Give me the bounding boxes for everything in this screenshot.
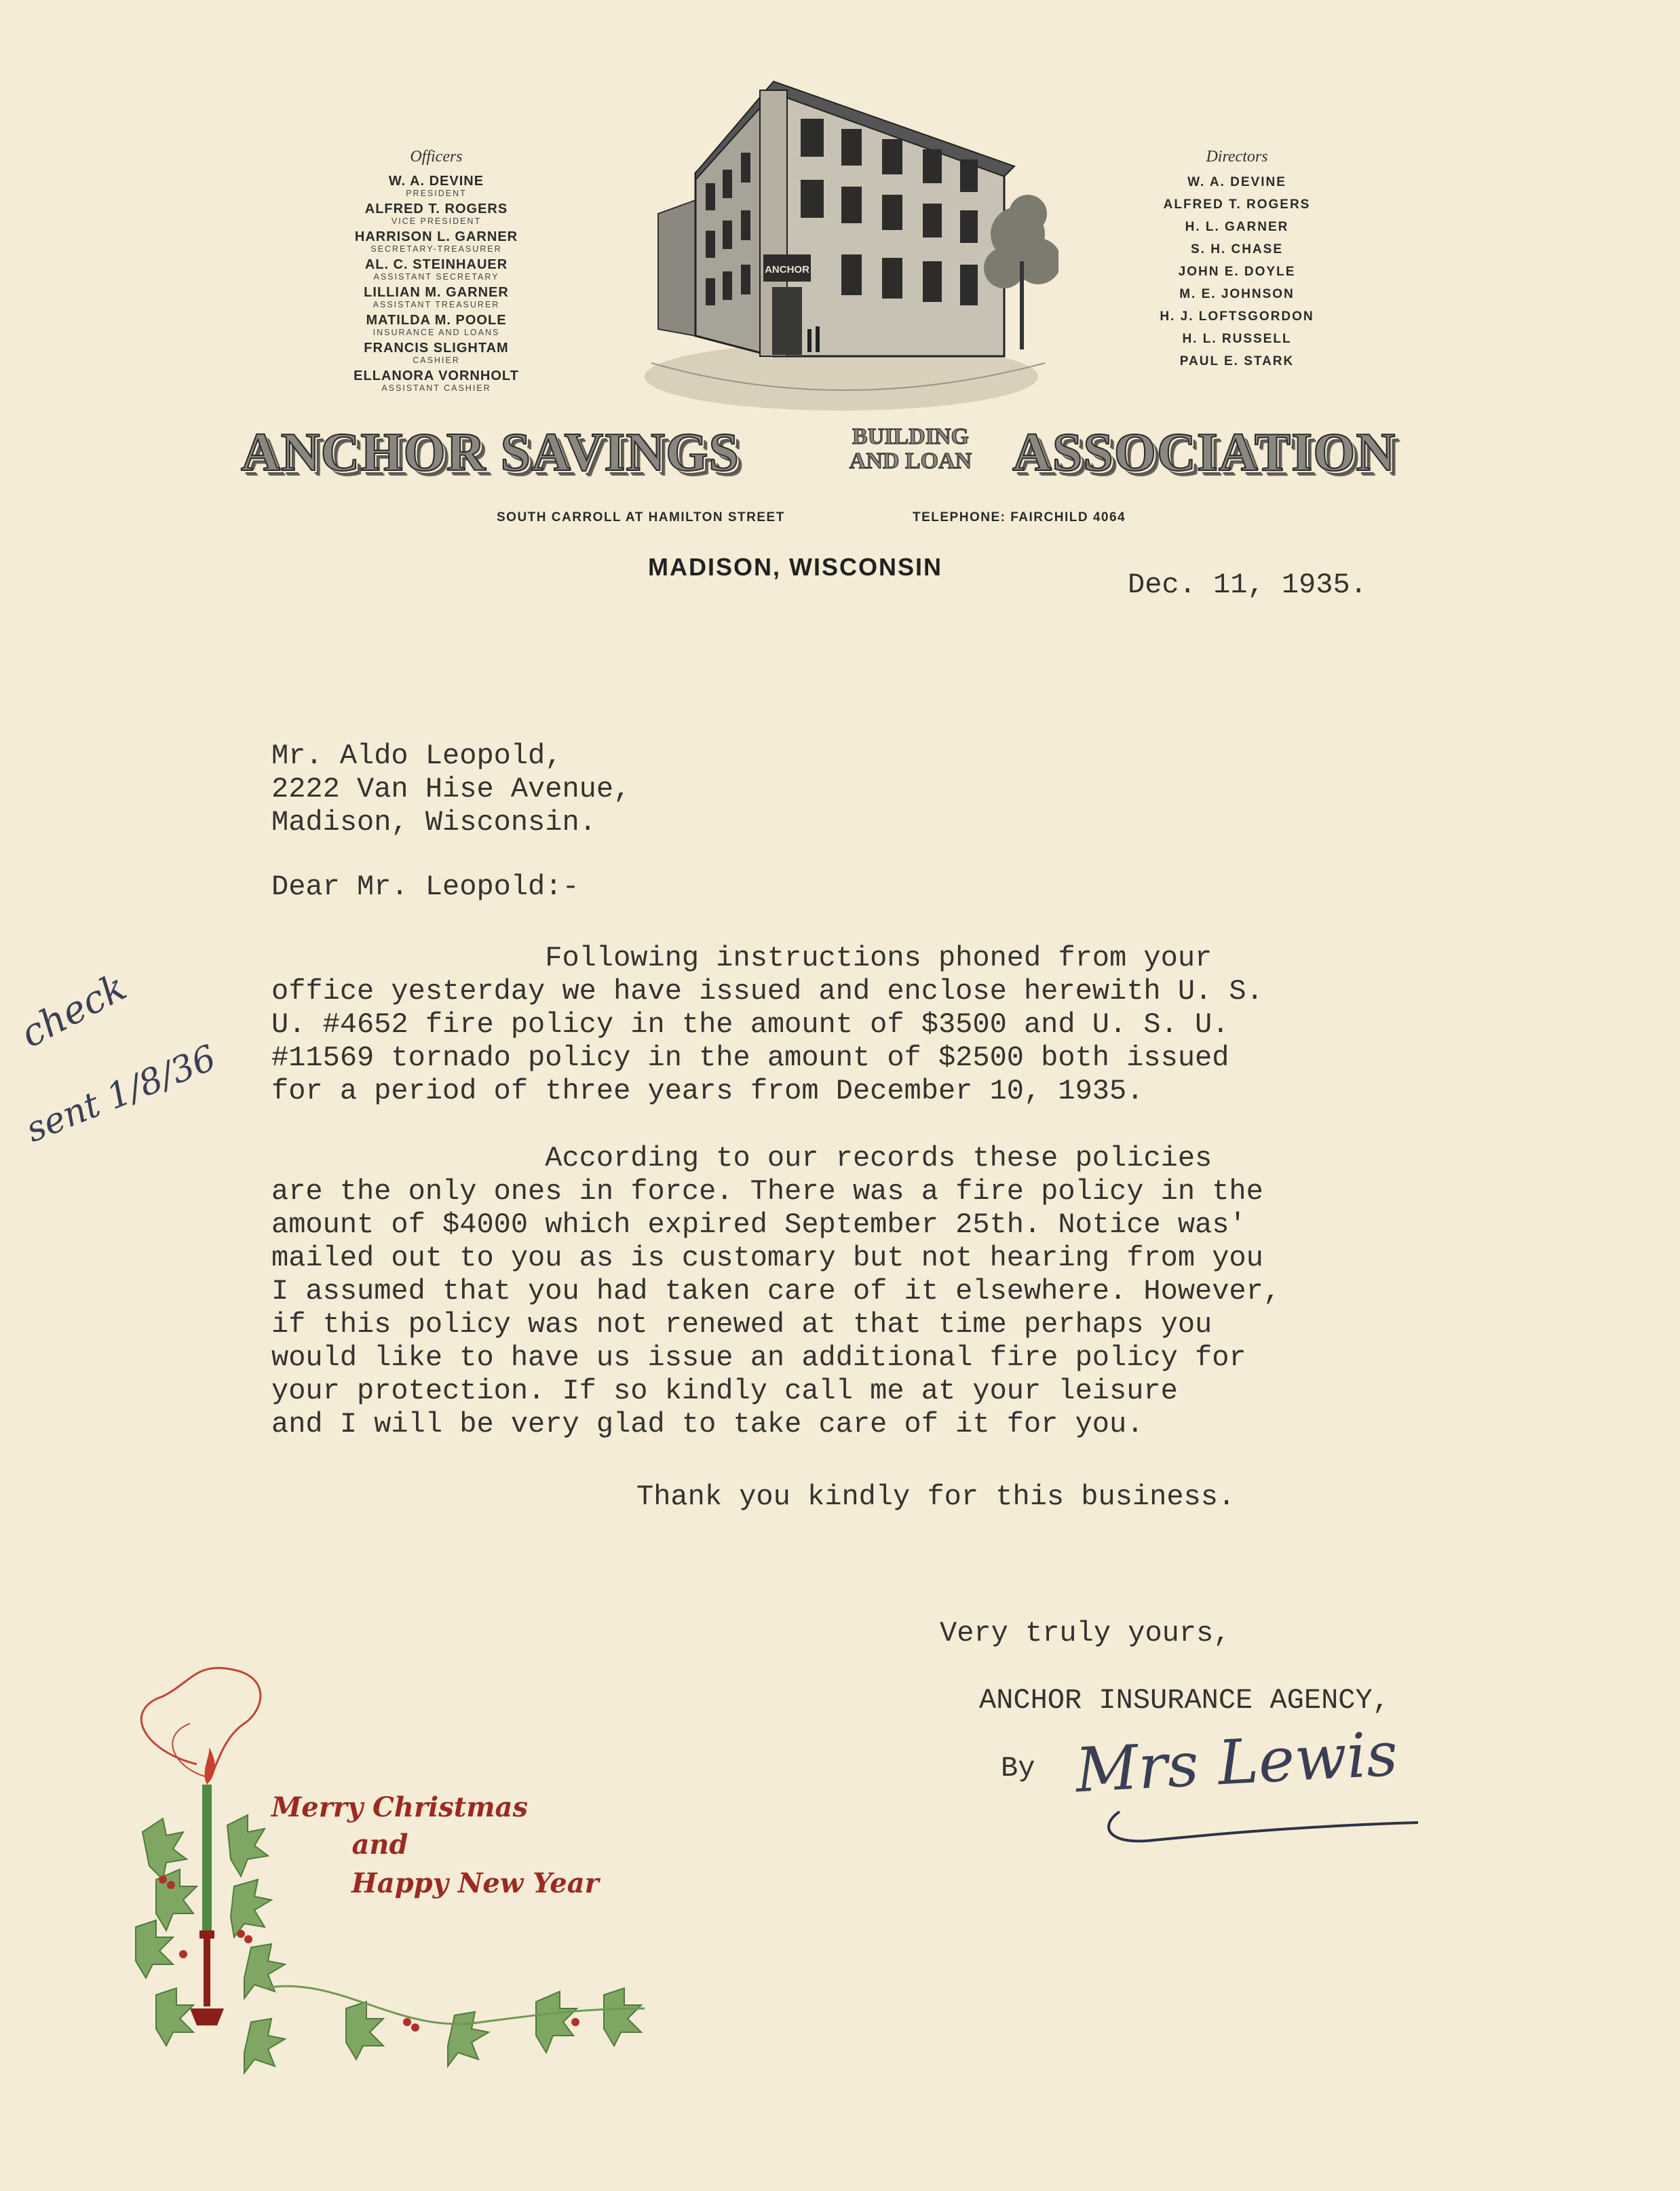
letter-date: Dec. 11, 1935. — [1128, 569, 1367, 601]
margin-note-line: check — [14, 965, 134, 1057]
text-line: #11569 tornado policy in the amount of $2500 both issued — [271, 1042, 1229, 1074]
greeting-line-1: Merry Christmas — [271, 1791, 528, 1823]
text-line: your protection. If so kindly call me at your leisure — [271, 1375, 1178, 1407]
text-line: are the only ones in force. There was a fire policy in the — [271, 1175, 1263, 1208]
street-address: SOUTH CARROLL AT HAMILTON STREET — [497, 510, 785, 525]
officer-title: INSURANCE AND LOANS — [373, 328, 500, 337]
brand-right: ASSOCIATION — [1012, 423, 1396, 482]
greeting-line-2: and — [351, 1829, 408, 1861]
director-name: H. L. GARNER — [1185, 220, 1289, 234]
text-line: mailed out to you as is customary but not hearing from you — [271, 1242, 1263, 1274]
officer-title: CASHIER — [413, 356, 460, 365]
director-name: M. E. JOHNSON — [1179, 287, 1295, 301]
agency-name: ANCHOR INSURANCE AGENCY, — [979, 1684, 1390, 1717]
building-sign: ANCHOR — [765, 264, 809, 275]
director-name: S. H. CHASE — [1190, 242, 1284, 256]
officer-title: PRESIDENT — [406, 189, 467, 198]
director-name: ALFRED T. ROGERS — [1163, 197, 1311, 212]
officer-title: ASSISTANT SECRETARY — [373, 272, 499, 282]
text-line: U. #4652 fire policy in the amount of $3500 and U. S. U. — [271, 1008, 1229, 1041]
recipient-block — [271, 740, 630, 839]
closing: Very truly yours, — [940, 1617, 1231, 1650]
director-name: JOHN E. DOYLE — [1178, 265, 1296, 279]
brand-building: BUILDING — [852, 424, 969, 449]
officer-name: ALFRED T. ROGERS — [364, 202, 508, 216]
text-line: amount of $4000 which expired September 25th. Notice was' — [271, 1208, 1246, 1241]
officer-name: ELLANORA VORNHOLT — [354, 368, 519, 383]
directors-list — [1101, 171, 1373, 373]
officer-name: FRANCIS SLIGHTAM — [364, 341, 509, 356]
recipient-line: 2222 Van Hise Avenue, — [271, 773, 631, 805]
recipient-line: Mr. Aldo Leopold, — [271, 740, 562, 772]
brand-middle — [819, 425, 1002, 474]
margin-note-line: sent 1/8/36 — [20, 1037, 222, 1151]
holiday-greeting — [271, 1791, 599, 1899]
director-name: H. J. LOFTSGORDON — [1160, 309, 1314, 324]
officer-name: AL. C. STEINHAUER — [364, 257, 508, 272]
text-line: I assumed that you had taken care of it elsewhere. However, — [271, 1275, 1281, 1308]
text-line: would like to have us issue an additional fire policy for — [271, 1341, 1246, 1374]
text-line: if this policy was not renewed at that time perhaps you — [271, 1308, 1213, 1341]
building-illustration — [638, 37, 1058, 417]
by-label: By — [1001, 1752, 1035, 1785]
text-line: Following instructions phoned from your — [271, 942, 1213, 974]
directors-heading: Directors — [1206, 148, 1268, 166]
director-name: H. L. RUSSELL — [1182, 332, 1292, 346]
signature: Mrs Lewis — [1073, 1718, 1400, 1807]
director-name: PAUL E. STARK — [1179, 354, 1295, 368]
officer-name: LILLIAN M. GARNER — [364, 285, 509, 300]
margin-note-2 — [20, 1037, 222, 1150]
officers-heading: Officers — [410, 148, 463, 166]
text-line: and I will be very glad to take care of it for you. — [271, 1408, 1144, 1441]
director-name: W. A. DEVINE — [1187, 175, 1286, 189]
signature-underline — [1099, 1798, 1438, 1852]
paragraph-2 — [271, 1142, 1280, 1441]
margin-note — [14, 965, 134, 1056]
thanks-line: Thank you kindly for this business. — [636, 1481, 1236, 1513]
officer-name: HARRISON L. GARNER — [354, 229, 518, 244]
text-line: office yesterday we have issued and enclose herewith U. S. — [271, 975, 1263, 1008]
officer-title: SECRETARY-TREASURER — [370, 244, 502, 254]
officers-list — [301, 174, 572, 396]
officer-title: ASSISTANT TREASURER — [373, 300, 500, 309]
greeting-line-3: Happy New Year — [351, 1867, 599, 1899]
brand-and-loan: AND LOAN — [849, 449, 972, 474]
officer-name: W. A. DEVINE — [388, 174, 484, 189]
officer-title: VICE PRESIDENT — [391, 216, 482, 226]
recipient-line: Madison, Wisconsin. — [271, 806, 596, 839]
officer-title: ASSISTANT CASHIER — [381, 383, 491, 393]
officer-name: MATILDA M. POOLE — [366, 313, 507, 328]
text-line: for a period of three years from December 10, 1935. — [271, 1075, 1144, 1107]
telephone: TELEPHONE: FAIRCHILD 4064 — [913, 510, 1126, 525]
city: MADISON, WISCONSIN — [648, 553, 943, 581]
brand-left: ANCHOR SAVINGS — [241, 423, 740, 482]
text-line: According to our records these policies — [271, 1142, 1213, 1175]
paragraph-1 — [271, 942, 1263, 1108]
salutation: Dear Mr. Leopold:- — [271, 871, 579, 903]
